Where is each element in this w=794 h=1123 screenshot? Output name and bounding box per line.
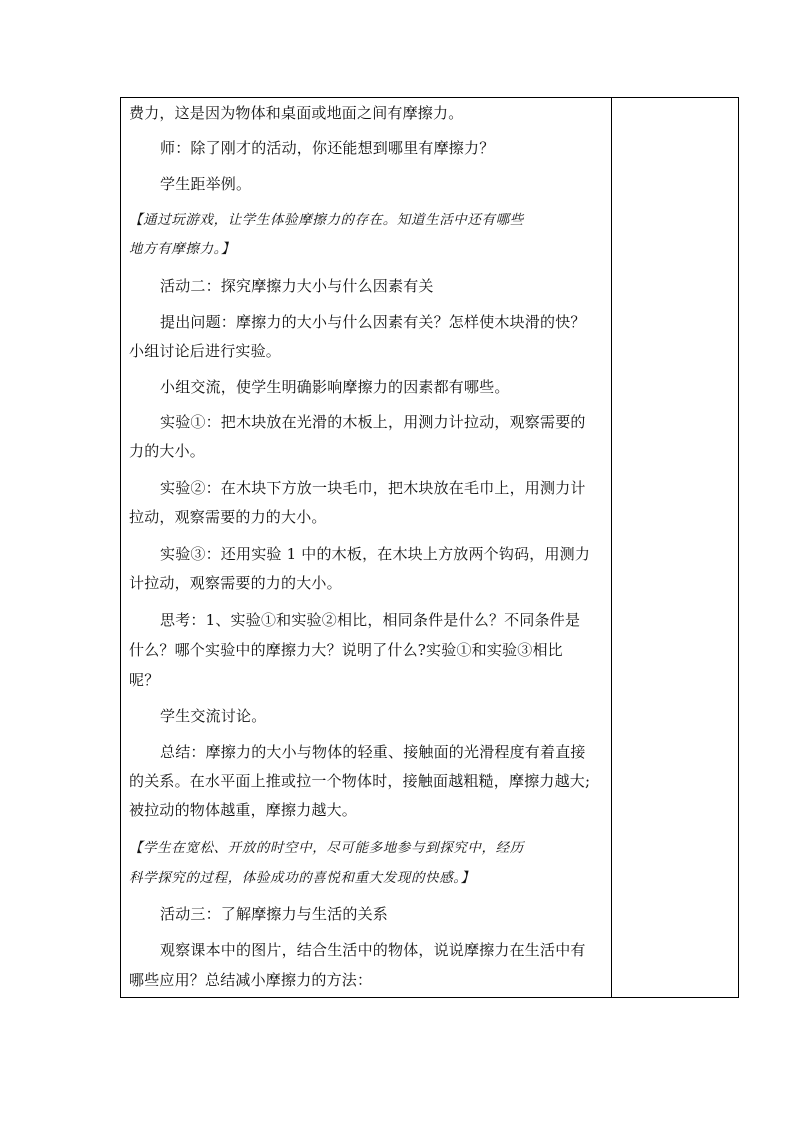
text-line: 费力，这是因为物体和桌面或地面之间有摩擦力。 xyxy=(129,104,464,122)
text-line: 提出问题：摩擦力的大小与什么因素有关？怎样使木块滑的快？ xyxy=(160,313,586,331)
text-line: 拉动，观察需要的力的大小。 xyxy=(129,508,327,526)
teaching-note-line: 【通过玩游戏，让学生体验摩擦力的存在。知道生活中还有哪些 xyxy=(129,212,524,228)
text-line: 哪些应用？总结减小摩擦力的方法： xyxy=(129,971,373,989)
text-line: 小组讨论后进行实验。 xyxy=(129,342,282,360)
text-line: 师：除了刚才的活动，你还能想到哪里有摩擦力？ xyxy=(160,139,495,157)
lesson-table xyxy=(120,97,739,998)
text-line: 实验③：还用实验 1 中的木板，在木块上方放两个钩码，用测力 xyxy=(160,545,591,563)
notes-column-cell xyxy=(612,98,738,997)
text-line: 被拉动的物体越重，摩擦力越大。 xyxy=(129,801,358,819)
text-line: 总结：摩擦力的大小与物体的轻重、接触面的光滑程度有着直接 xyxy=(160,743,586,761)
text-line: 学生交流讨论。 xyxy=(160,707,267,725)
text-line: 学生距举例。 xyxy=(160,175,252,193)
text-line: 什么？哪个实验中的摩擦力大？说明了什么?实验①和实验③相比 xyxy=(129,641,563,659)
section-heading: 活动二：探究摩擦力大小与什么因素有关 xyxy=(160,277,434,295)
text-line: 实验②：在木块下方放一块毛巾，把木块放在毛巾上，用测力计 xyxy=(160,479,586,497)
text-line: 观察课本中的图片，结合生活中的物体，说说摩擦力在生活中有 xyxy=(160,941,586,959)
text-line: 小组交流，使学生明确影响摩擦力的因素都有哪些。 xyxy=(160,378,510,396)
text-line: 的关系。在水平面上推或拉一个物体时，接触面越粗糙，摩擦力越大; xyxy=(129,772,591,790)
text-line: 思考：1、实验①和实验②相比，相同条件是什么？不同条件是 xyxy=(160,611,581,629)
teaching-note-line: 地方有摩擦力。】 xyxy=(129,241,236,257)
text-line: 力的大小。 xyxy=(129,442,206,460)
lesson-content-cell xyxy=(121,98,611,997)
text-line: 呢？ xyxy=(129,671,160,689)
teaching-note-line: 【学生在宽松、开放的时空中，尽可能多地参与到探究中，经历 xyxy=(129,840,524,856)
text-line: 实验①：把木块放在光滑的木板上，用测力计拉动，观察需要的 xyxy=(160,413,586,431)
teaching-note-line: 科学探究的过程，体验成功的喜悦和重大发现的快感。】 xyxy=(129,870,475,886)
section-heading: 活动三：了解摩擦力与生活的关系 xyxy=(160,905,389,923)
text-line: 计拉动，观察需要的力的大小。 xyxy=(129,574,342,592)
